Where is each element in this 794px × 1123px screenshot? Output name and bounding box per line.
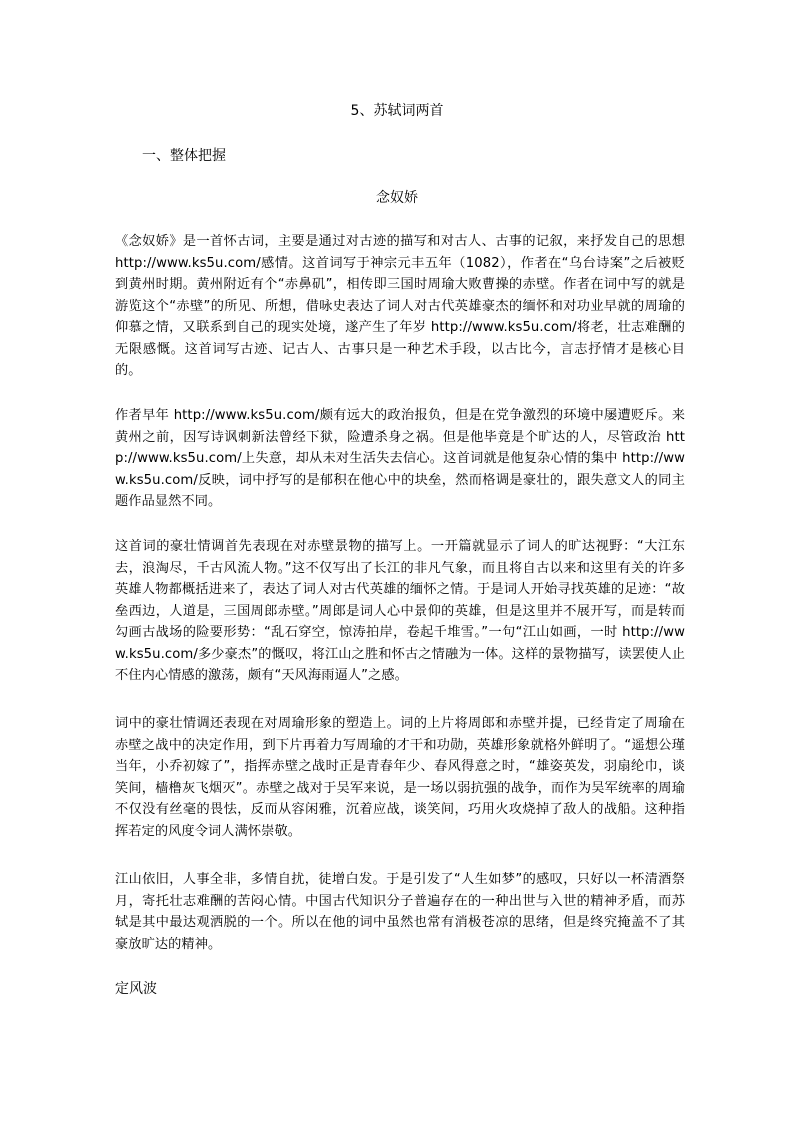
paragraph-2: 作者早年 http://www.ks5u.com/颇有远大的政治报负，但是在党争激烈的环境中屡遭贬斥。来黄州之前，因写诗讽刺新法曾经下狱，险遭杀身之祸。但是他毕竟是个旷达的人，尽管政治 http://www.ks5u.com/上失意，却从未对生活失去信心。这首词就是他复杂心情的集中 http://www.ks5u.com/反映，词中抒写的是郁积在他心中的块垒，然而格调是豪壮的，跟失意文人的同主题作品显然不同。 [115, 408, 685, 509]
section-heading: 一、整体把握 [142, 148, 226, 164]
paragraph-4: 词中的豪壮情调还表现在对周瑜形象的塑造上。词的上片将周郎和赤壁并提，已经肯定了周瑜在赤壁之战中的决定作用，到下片再着力写周瑜的才干和功勋，英雄形象就格外鲜明了。“遥想公瑾当年，小乔初嫁了”，指挥赤壁之战时正是青春年少、春风得意之时，“雄姿英发，羽扇纶巾，谈笑间，樯橹灰飞烟灭”。赤壁之战对于吴军来说，是一场以弱抗强的战争，而作为吴军统率的周瑜不仅没有丝毫的畏怯，反而从容闲雅，沉着应战，谈笑间，巧用火攻烧掉了敌人的战船。这种指挥若定的风度令词人满怀崇敬。 [115, 716, 685, 839]
paragraph-1: 《念奴娇》是一首怀古词，主要是通过对古迹的描写和对古人、古事的记叙，来抒发自己的思想 http://www.ks5u.com/感情。这首词写于神宗元丰五年（1082），作者在“乌台诗案”之后被贬到黄州时期。黄州附近有个“赤鼻矶”，相传即三国时周瑜大败曹操的赤壁。作者在词中写的就是游览这个“赤壁”的所见、所想，借咏史表达了词人对古代英雄豪杰的缅怀和对功业早就的周瑜的仰慕之情，又联系到自己的现实处境，遂产生了年岁 http://www.ks5u.com/将老，壮志难酬的无限感慨。这首词写古迹、记古人、古事只是一种艺术手段，以古比今，言志抒情才是核心目的。 [115, 234, 685, 378]
poem-title-niannujiao: 念奴娇 [376, 190, 418, 206]
poem-title-dingfengbo: 定风波 [115, 981, 157, 997]
paragraph-3: 这首词的豪壮情调首先表现在对赤壁景物的描写上。一开篇就显示了词人的旷达视野：“大江东去，浪淘尽，千古风流人物。”这不仅写出了长江的非凡气象，而且将自古以来和这里有关的许多英雄人物都概括进来了，表达了词人对古代英雄的缅怀之情。于是词人开始寻找英雄的足迹：“故垒西边，人道是，三国周郎赤壁。”周郎是词人心中景仰的英雄，但是这里并不展开写，而是转而勾画古战场的险要形势：“乱石穿空，惊涛拍岸，卷起千堆雪。”一句“江山如画，一时 http://www.ks5u.com/多少豪杰”的慨叹，将江山之胜和怀古之情融为一体。这样的景物描写，读罢使人止不住内心情感的激荡，颇有“天风海雨逼人”之感。 [115, 539, 685, 683]
document-title: 5、苏轼词两首 [350, 103, 444, 119]
paragraph-5: 江山依旧，人事全非，多情自扰，徒增白发。于是引发了“人生如梦”的感叹，只好以一杯清酒祭月，寄托壮志难酬的苦闷心情。中国古代知识分子普遍存在的一种出世与入世的精神矛盾，而苏轼是其中最达观洒脱的一个。所以在他的词中虽然也常有消极苍凉的思绪，但是终究掩盖不了其豪放旷达的精神。 [115, 872, 685, 952]
